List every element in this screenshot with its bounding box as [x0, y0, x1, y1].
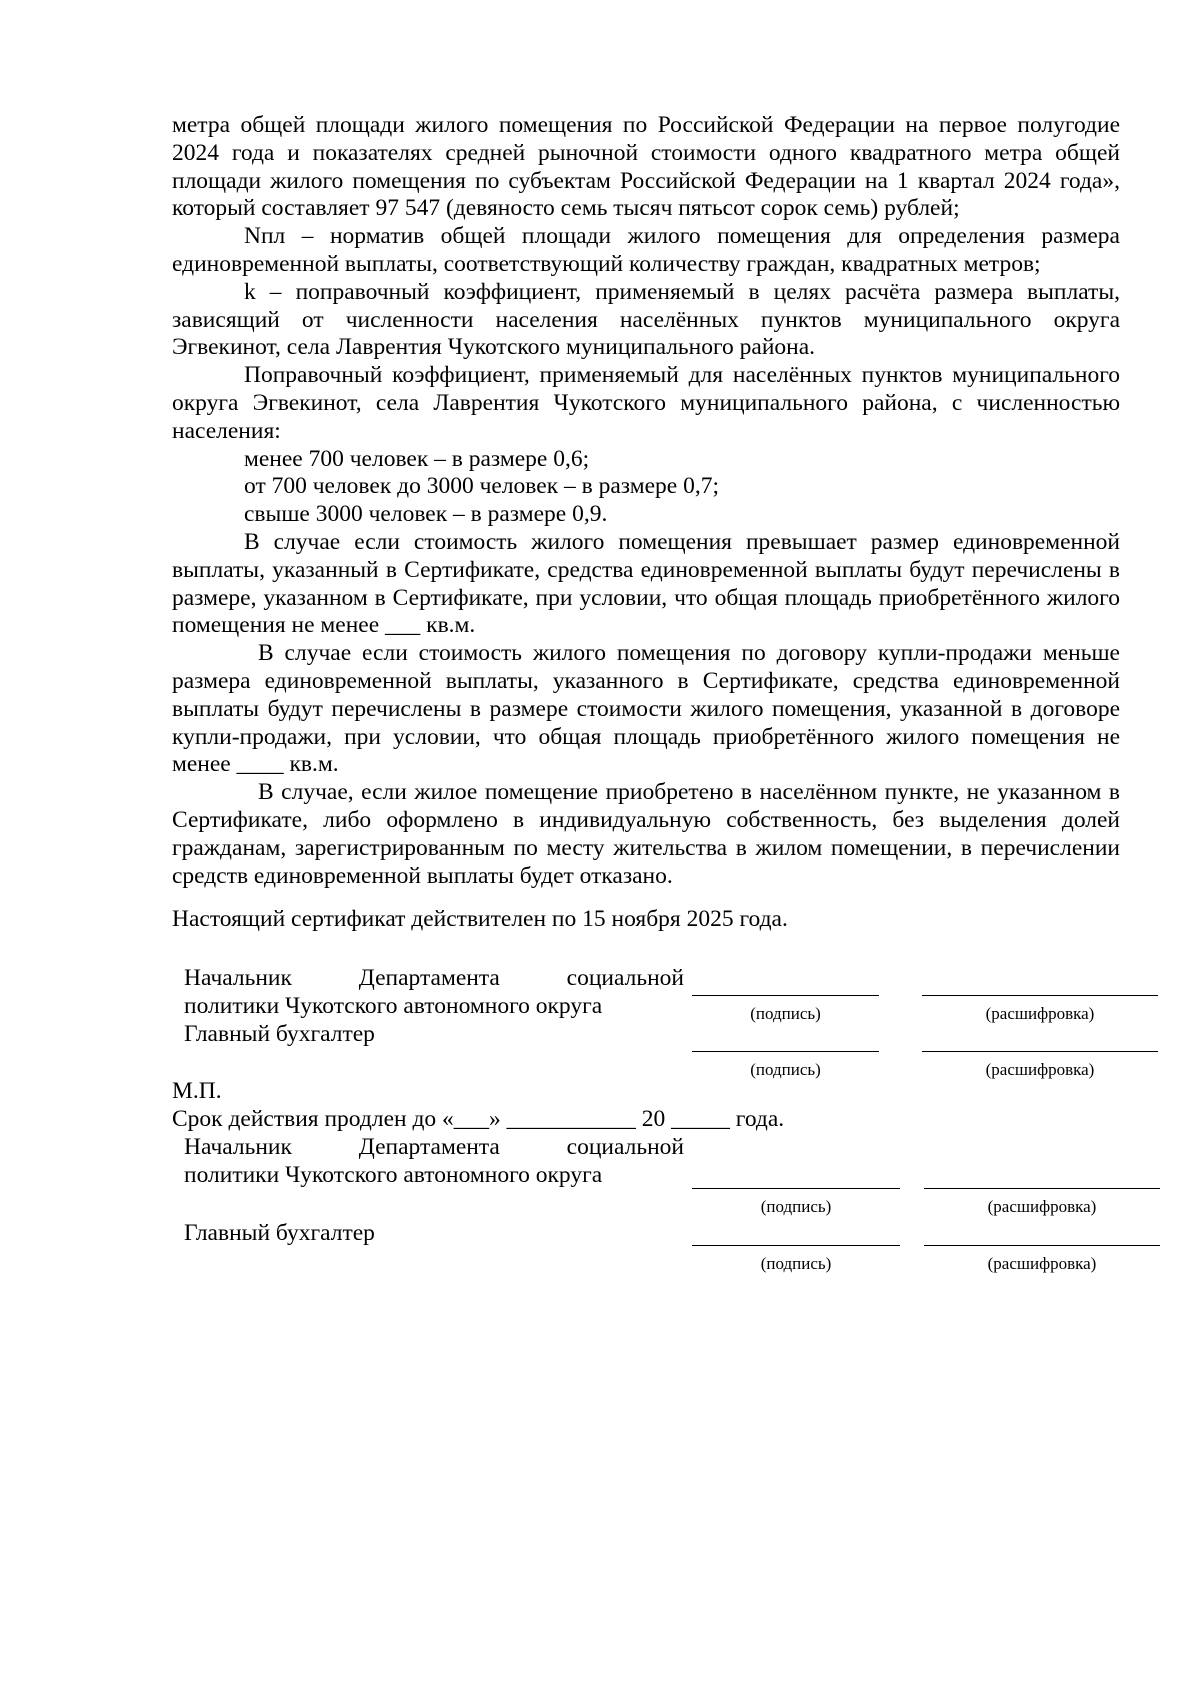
signature-caption: (подпись) — [760, 1254, 832, 1273]
paragraph-price-basis: метра общей площади жилого помещения по Российской Федерации на первое полугодие 2024 года и показателях средней рыночной стоимости одного квадратного метра общей площади жилого помещения по субъектам Российской Федерации на 1 квартал 2024 года», который составляет 97 547 (девяносто семь тысяч пятьсот сорок семь) рублей; — [172, 112, 1120, 222]
validity-statement: Настоящий сертификат действителен по 15 ноября 2025 года. — [172, 906, 788, 933]
signature-line — [692, 1188, 900, 1189]
decode-caption: (расшифровка) — [985, 1060, 1095, 1079]
paragraph-npl-definition: Nпл – норматив общей площади жилого помещения для определения размера единовременной выплаты, соответствующий количеству граждан, квадратных метров; — [172, 223, 1120, 277]
document-body — [172, 112, 1120, 934]
decode-line — [924, 1188, 1160, 1189]
signature-caption: (подпись) — [760, 1197, 832, 1216]
chief-accountant-title: Главный бухгалтер — [184, 1021, 375, 1047]
department-head-title: Начальник Департамента социальной политики Чукотского автономного округа — [184, 1134, 684, 1188]
decode-line — [922, 1051, 1158, 1052]
decode-line — [924, 1245, 1160, 1246]
decode-caption: (расшифровка) — [987, 1254, 1097, 1273]
coefficient-item: свыше 3000 человек – в размере 0,9. — [244, 501, 608, 528]
paragraph-k-definition: k – поправочный коэффициент, применяемый в целях расчёта размера выплаты, зависящий от численности населения населённых пунктов муниципального округа Эгвекинот, села Лаврентия Чукотского муниципального района. — [172, 278, 1120, 361]
stamp-place: М.П. — [172, 1078, 222, 1104]
decode-caption: (расшифровка) — [987, 1197, 1097, 1216]
signature-caption: (подпись) — [750, 1060, 821, 1079]
department-head-title: Начальник Департамента социальной политики Чукотского автономного округа — [184, 965, 684, 1019]
paragraph-cost-exceeds: В случае если стоимость жилого помещения превышает размер единовременной выплаты, указанный в Сертификате, средства единовременной выплаты будут перечислены в размере, указанном в Сертификате, при условии, что общая площадь приобретённого жилого помещения не менее ___ кв.м. — [172, 528, 1120, 639]
signature-line — [692, 995, 879, 996]
decode-line — [922, 995, 1158, 996]
paragraph-cost-less: В случае если стоимость жилого помещения по договору купли-продажи меньше размера единовременной выплаты, указанного в Сертификате, средства единовременной выплаты будут перечислены в размере стоимости жилого помещения, указанной в договоре купли-продажи, при условии, что общая площадь приобретённого жилого помещения не менее ____ кв.м. — [172, 640, 1120, 778]
signature-line — [692, 1051, 879, 1052]
coefficient-item: менее 700 человек – в размере 0,6; — [244, 445, 590, 472]
paragraph-coefficient-intro: Поправочный коэффициент, применяемый для населённых пунктов муниципального округа Эгвекинот, села Лаврентия Чукотского муниципального района, с численностью населения: — [172, 362, 1120, 444]
decode-caption: (расшифровка) — [985, 1004, 1095, 1023]
signature-line — [692, 1245, 900, 1246]
chief-accountant-title: Главный бухгалтер — [184, 1220, 375, 1246]
extension-line: Срок действия продлен до «___» ___________ 20 _____ года. — [172, 1106, 785, 1132]
signature-caption: (подпись) — [750, 1004, 821, 1023]
coefficient-item: от 700 человек до 3000 человек – в размере 0,7; — [244, 473, 719, 500]
paragraph-refusal: В случае, если жилое помещение приобретено в населённом пункте, не указанном в Сертификате, либо оформлено в индивидуальную собственность, без выделения долей гражданам, зарегистрированным по месту жительства в жилом помещении, в перечислении средств единовременной выплаты будет отказано. — [172, 779, 1120, 889]
